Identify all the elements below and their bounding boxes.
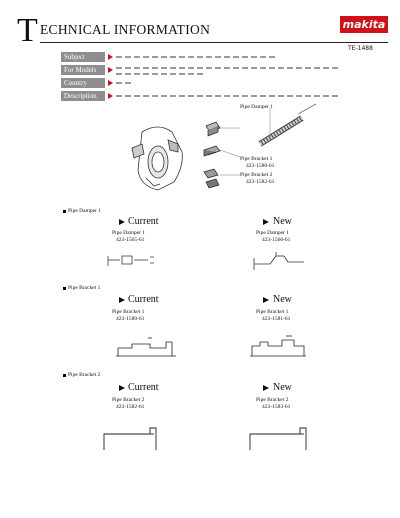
current-bracket-1-drawing (108, 330, 188, 362)
models-text-line-2 (116, 73, 204, 75)
current-label: Current (128, 382, 159, 393)
subject-text (116, 56, 276, 58)
country-text (116, 82, 132, 84)
new-part-name: Pipe Damper 1 (256, 230, 289, 236)
new-label: New (273, 216, 292, 227)
new-marker-icon (263, 219, 269, 225)
header-rule (40, 42, 388, 43)
current-marker-icon (119, 219, 125, 225)
current-part-name: Pipe Damper 1 (112, 230, 145, 236)
arrow-icon (108, 93, 113, 99)
current-part-name: Pipe Bracket 2 (112, 397, 145, 403)
subject-label: Subject (61, 52, 105, 62)
new-part-no: 423-1583-61 (262, 404, 291, 410)
new-label: New (273, 382, 292, 393)
pipe-bracket-2-part-no: 423-1582-61 (246, 179, 275, 185)
section-title-damper: Pipe Damper 1 (68, 208, 101, 214)
parts-illustration (120, 100, 330, 205)
section-title-bracket-1: Pipe Bracket 1 (68, 285, 101, 291)
new-part-name: Pipe Bracket 1 (256, 309, 289, 315)
current-part-name: Pipe Bracket 1 (112, 309, 145, 315)
new-label: New (273, 294, 292, 305)
current-marker-icon (119, 385, 125, 391)
new-bracket-1-drawing (244, 330, 324, 362)
new-part-name: Pipe Bracket 2 (256, 397, 289, 403)
damper-part-drawing (206, 122, 220, 136)
pipe-bracket-2-caption: Pipe Bracket 2 (240, 172, 273, 178)
bracket-1-drawing (204, 146, 220, 156)
current-label: Current (128, 294, 159, 305)
arrow-icon (108, 54, 113, 60)
pipe-bracket-1-caption: Pipe Bracket 1 (240, 156, 273, 162)
models-text-line-1 (116, 67, 338, 69)
section-title-bracket-2: Pipe Bracket 2 (68, 372, 101, 378)
models-label: For Models (61, 65, 105, 75)
housing-drawing (132, 127, 182, 190)
arrow-icon (108, 80, 113, 86)
current-part-no: 423-1582-61 (116, 404, 145, 410)
new-marker-icon (263, 385, 269, 391)
current-label: Current (128, 216, 159, 227)
bracket-2-drawing (204, 169, 219, 188)
current-bracket-2-drawing (100, 420, 164, 454)
new-damper-drawing (248, 246, 328, 276)
arrow-icon (108, 67, 113, 73)
current-damper-drawing (100, 248, 190, 272)
description-label: Description (61, 91, 105, 101)
current-part-no: 423-1580-61 (116, 316, 145, 322)
new-part-no: 423-1581-61 (262, 316, 291, 322)
section-bullet (63, 210, 66, 213)
country-label: Country (61, 78, 105, 88)
pipe-damper-caption: Pipe Damper 1 (240, 104, 273, 110)
pipe-bracket-1-part-no: 423-1580-61 (246, 163, 275, 169)
new-bracket-2-drawing (246, 420, 316, 454)
document-number: TE-1488 (348, 45, 373, 52)
title-initial: T (17, 12, 38, 49)
section-bullet (63, 287, 66, 290)
section-bullet (63, 374, 66, 377)
new-marker-icon (263, 297, 269, 303)
current-part-no: 423-1565-61 (116, 237, 145, 243)
pipe-drawing (260, 104, 316, 144)
makita-logo: makita (340, 16, 388, 33)
page-title: ECHNICAL INFORMATION (40, 22, 211, 37)
current-marker-icon (119, 297, 125, 303)
new-part-no: 423-1566-61 (262, 237, 291, 243)
description-text (116, 95, 340, 97)
